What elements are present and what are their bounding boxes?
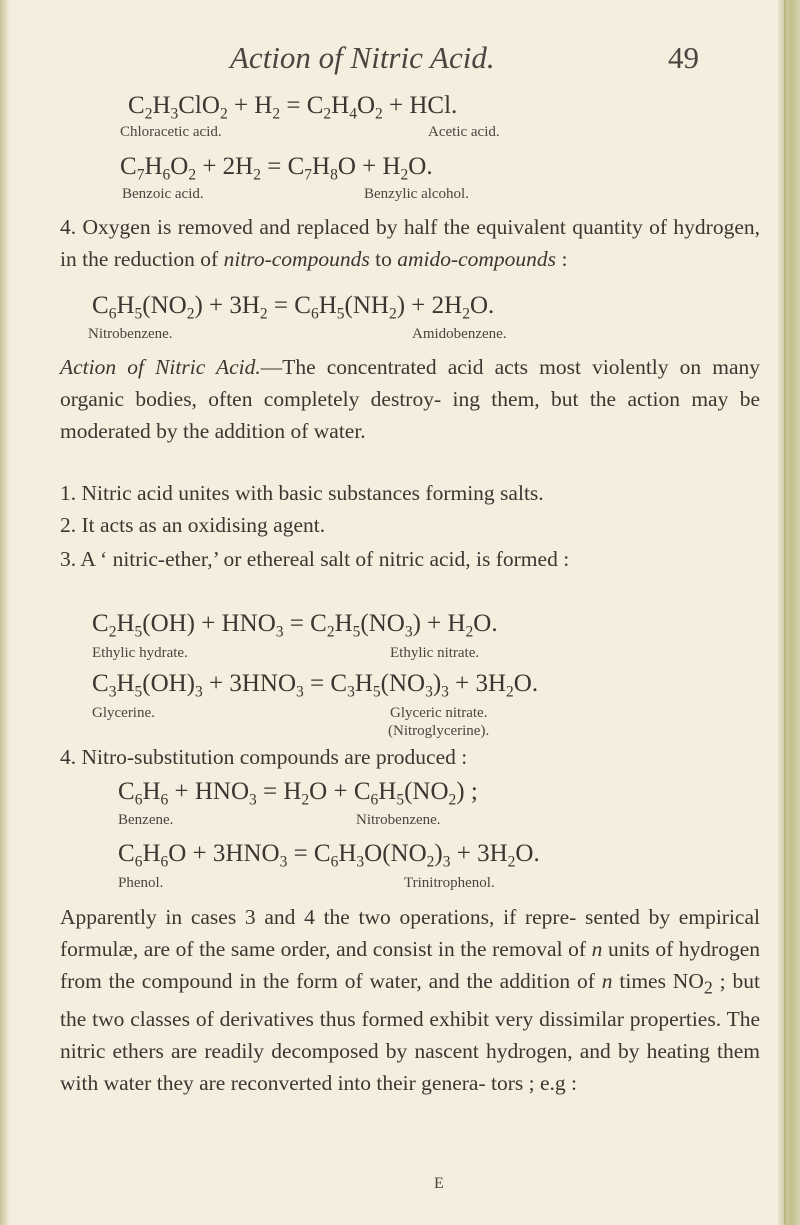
equation-phenol: $C_6H_6O + 3HNO_3 = C_6H_3O(NO_2)_3 + 3H_2O$.	[118, 840, 540, 871]
running-header	[0, 40, 800, 80]
equation-benzoic: $C_7H_6O_2 + 2H_2 = C_7H_8O + H_2O$.	[120, 153, 433, 184]
label-chloracetic-acid: Chloracetic acid.	[120, 124, 222, 140]
label-glycerine: Glycerine.	[92, 705, 155, 721]
label-nitroglycerine: (Nitroglycerine).	[388, 723, 490, 739]
label-benzylic-alcohol: Benzylic alcohol.	[364, 186, 469, 202]
label-ethylic-hydrate: Ethylic hydrate.	[92, 645, 188, 661]
equation-benzene: $C_6H_6 + HNO_3 = H_2O + C_6H_5(NO_2)$ ;	[118, 778, 478, 809]
paragraph-oxygen-removed: 4. Oxygen is removed and replaced by half the equivalent quantity of hydrogen, in the reduction of nitro-compounds to amido-compounds :	[60, 215, 760, 271]
label-phenol: Phenol.	[118, 875, 164, 891]
point-2: 2. It acts as an oxidising agent.	[60, 513, 326, 537]
term-amido-compounds: amido-compounds	[397, 247, 557, 271]
label-ethylic-nitrate: Ethylic nitrate.	[390, 645, 480, 661]
equation-ethylic: $C_2H_5(OH) + HNO_3 = C_2H_5(NO_3) + H_2O$.	[92, 610, 498, 641]
label-glyceric-nitrate: Glyceric nitrate.	[390, 705, 488, 721]
equation-nitrobenzene: $C_6H_5(NO_2) + 3H_2 = C_6H_5(NH_2) + 2H_2O$.	[92, 292, 495, 323]
paragraph-action-nitric-acid: Action of Nitric Acid.—The concentrated acid acts most violently on many organic bodies, often completely destroy- ing them, but the action may be moderated by the addition of water.	[60, 355, 760, 443]
page-edge	[778, 0, 800, 1225]
section-heading: Action of Nitric Acid.	[60, 355, 261, 379]
point-1: 1. Nitric acid unites with basic substances forming salts.	[60, 481, 544, 505]
equation-glycerine: $C_3H_5(OH)_3 + 3HNO_3 = C_3H_5(NO_3)_3 + 3H_2O$.	[92, 670, 539, 701]
label-benzoic-acid: Benzoic acid.	[122, 186, 204, 202]
point-3: 3. A ‘ nitric-ether,’ or ethereal salt of nitric acid, is formed :	[60, 547, 570, 571]
page-edge-line	[784, 0, 786, 1225]
point-4: 4. Nitro-substitution compounds are produced :	[60, 745, 468, 769]
label-acetic-acid: Acetic acid.	[428, 124, 500, 140]
term-nitro-compounds: nitro-compounds	[223, 247, 370, 271]
equation-chloracetic: $C_2H_3ClO_2 + H_2 = C_2H_4O_2$ + HCl.	[128, 92, 458, 123]
running-title: Action of Nitric Acid.	[230, 40, 495, 75]
page-number: 49	[668, 40, 699, 75]
label-benzene: Benzene.	[118, 812, 174, 828]
label-trinitrophenol: Trinitrophenol.	[404, 875, 495, 891]
signature-mark: E	[434, 1175, 444, 1192]
label-amidobenzene: Amidobenzene.	[412, 326, 507, 342]
label-nitrobenzene-2: Nitrobenzene.	[356, 812, 441, 828]
label-nitrobenzene: Nitrobenzene.	[88, 326, 173, 342]
page-gutter-shadow	[0, 0, 10, 1225]
paragraph-apparently: Apparently in cases 3 and 4 the two operations, if repre- sented by empirical formulæ, are of the same order, and consist in the removal of n units of hydrogen from the compound in the form of water, and the addition of n times $NO_2$ ; but the two classes of derivatives thus formed exhibit very dissimilar properties. The nitric ethers are readily decomposed by nascent hydrogen, and by heating them with water they are reconverted into their genera- tors ; e.g :	[60, 905, 761, 1096]
